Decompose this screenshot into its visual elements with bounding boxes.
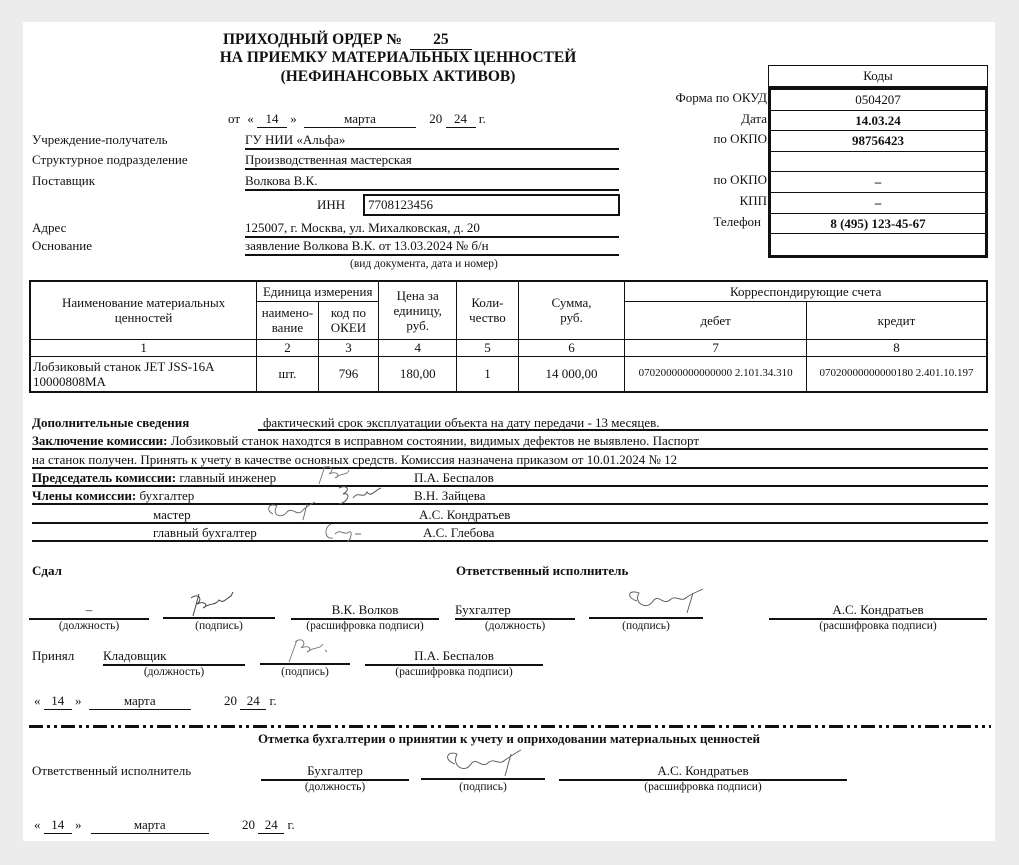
received-name: П.А. Беспалов <box>365 648 543 666</box>
date-prefix: от <box>228 111 241 126</box>
accounting-day: 14 <box>44 817 72 834</box>
conclusion-text-2: на станок получен. Принять к учету в качестве основных средств. Комиссия назначена приказом от 10.01.2024 № 12 <box>32 452 678 467</box>
accounting-position-hint: (должность) <box>304 781 366 793</box>
chair-line <box>32 470 988 487</box>
title-text: ПРИХОДНЫЙ ОРДЕР № <box>223 31 402 48</box>
code-okud: 0504207 <box>771 90 985 111</box>
column-numbers-row <box>30 339 987 356</box>
th-credit: кредит <box>806 301 987 339</box>
quote-open: « <box>247 111 254 126</box>
cell-credit: 07020000000000180 2.401.10.197 <box>806 356 987 392</box>
handover-year: 24 <box>240 693 266 710</box>
received-label: Принял <box>32 648 75 663</box>
members-label: Члены комиссии: <box>32 488 137 503</box>
member-2-name: А.С. Кондратьев <box>419 507 511 522</box>
date-suffix: г. <box>478 111 486 126</box>
label-kpp: КПП <box>739 192 767 208</box>
member-line-3 <box>32 525 988 542</box>
handover-century: 20 <box>224 693 237 708</box>
chair-position: главный инженер <box>179 470 277 485</box>
accounting-date <box>34 817 295 834</box>
member-line-1 <box>32 488 988 505</box>
chair-label: Председатель комиссии: <box>32 470 177 485</box>
responsible-position-hint: (должность) <box>484 620 546 632</box>
address-value: 125007, г. Москва, ул. Михалковская, д. 20 <box>245 220 619 238</box>
basis-label: Основание <box>32 238 93 253</box>
label-date: Дата <box>741 110 767 126</box>
th-qty: Коли-чество <box>457 281 519 339</box>
label-okud: Форма по ОКУД <box>675 90 767 105</box>
inn-value: 7708123456 <box>363 194 620 216</box>
col-num-1: 1 <box>30 339 257 356</box>
member-3-name: А.С. Глебова <box>423 525 495 540</box>
conclusion-label: Заключение комиссии: <box>32 433 168 448</box>
responsible-signature-hint: (подпись) <box>622 620 670 632</box>
table-row <box>30 356 987 392</box>
gave-signature-hint: (подпись) <box>195 620 243 632</box>
col-num-4: 4 <box>379 339 457 356</box>
header-row-1 <box>30 281 987 301</box>
division-label: Структурное подразделение <box>32 152 188 167</box>
responsible-name-hint: (расшифровка подписи) <box>819 620 937 632</box>
responsible-position: Бухгалтер <box>455 602 575 620</box>
quote-open: « <box>34 817 41 832</box>
extra-underline <box>258 415 988 431</box>
date-day: 14 <box>257 111 287 128</box>
extra-label: Дополнительные сведения <box>32 415 190 430</box>
division-value: Производственная мастерская <box>245 152 619 170</box>
col-num-3: 3 <box>318 339 379 356</box>
document-page <box>23 22 995 841</box>
conclusion-line-1 <box>32 433 988 450</box>
code-okpo-supplier: – <box>771 172 985 193</box>
accounting-suffix: г. <box>287 817 295 832</box>
received-position: Кладовщик <box>103 648 245 666</box>
quote-close: » <box>290 111 297 126</box>
col-num-5: 5 <box>457 339 519 356</box>
th-price: Цена за единицу, руб. <box>379 281 457 339</box>
gave-label: Сдал <box>32 563 62 578</box>
accounting-signature-line <box>421 763 545 780</box>
accounting-year: 24 <box>258 817 284 834</box>
cell-name: Лобзиковый станок JET JSS-16A 10000808MA <box>30 356 257 392</box>
th-accounts: Корреспондирующие счета <box>625 281 987 301</box>
code-empty-2 <box>771 234 985 255</box>
col-num-2: 2 <box>257 339 319 356</box>
date-month: марта <box>304 111 416 128</box>
member-1-position: бухгалтер <box>139 488 195 503</box>
codes-header: Коды <box>768 65 988 87</box>
quote-close: » <box>75 817 82 832</box>
accounting-title: Отметка бухгалтерии о принятии к учету и оприходовании материальных ценностей <box>257 731 761 746</box>
gave-position-hint: (должность) <box>58 620 120 632</box>
accounting-responsible-label: Ответственный исполнитель <box>32 763 192 778</box>
accounting-signature-hint: (подпись) <box>459 781 507 793</box>
label-phone: Телефон <box>713 213 761 229</box>
accounting-position: Бухгалтер <box>261 763 409 781</box>
received-signature-line <box>260 648 350 665</box>
cut-line <box>29 725 991 728</box>
gave-position: – <box>29 602 149 620</box>
th-unit-code: код по ОКЕИ <box>318 301 379 339</box>
conclusion-text-1: Лобзиковый станок находтся в исправном состоянии, видимых дефектов не выявлено. Паспорт <box>170 433 700 448</box>
handover-day: 14 <box>44 693 72 710</box>
codes-box <box>768 65 988 258</box>
col-num-6: 6 <box>518 339 625 356</box>
member-2-position: мастер <box>153 507 191 522</box>
member-1-name: В.Н. Зайцева <box>414 488 486 503</box>
col-num-8: 8 <box>806 339 987 356</box>
accounting-month: марта <box>91 817 209 834</box>
supplier-value: Волкова В.К. <box>245 173 619 191</box>
inn-label: ИНН <box>317 197 346 212</box>
code-phone: 8 (495) 123-45-67 <box>771 214 985 235</box>
cell-debit: 07020000000000000 2.101.34.310 <box>625 356 807 392</box>
code-date: 14.03.24 <box>771 111 985 132</box>
handover-month: марта <box>89 693 191 710</box>
gave-name-hint: (расшифровка подписи) <box>306 620 424 632</box>
cell-sum: 14 000,00 <box>518 356 625 392</box>
th-unit: Единица измерения <box>257 281 379 301</box>
chair-name: П.А. Беспалов <box>414 470 494 485</box>
conclusion-line-2 <box>32 452 988 469</box>
th-debit: дебет <box>625 301 807 339</box>
responsible-signature-line <box>589 602 703 619</box>
gave-name: В.К. Волков <box>291 602 439 620</box>
received-position-hint: (должность) <box>143 666 205 678</box>
items-table <box>29 280 988 393</box>
accounting-name-hint: (расшифровка подписи) <box>644 781 762 793</box>
title-line-2: НА ПРИЕМКУ МАТЕРИАЛЬНЫХ ЦЕННОСТЕЙ <box>219 49 577 66</box>
th-sum: Сумма, руб. <box>518 281 625 339</box>
quote-close: » <box>75 693 82 708</box>
received-signature-hint: (подпись) <box>281 666 329 678</box>
title-line-3: (НЕФИНАНСОВЫХ АКТИВОВ) <box>280 68 516 85</box>
extra-value: фактический срок эксплуатации объекта на дату передачи - 13 месяцев. <box>263 415 660 430</box>
th-name: Наименование материальных ценностей <box>30 281 257 339</box>
basis-value: заявление Волкова В.К. от 13.03.2024 № б/н <box>245 238 619 256</box>
handover-date <box>34 693 277 710</box>
date-century: 20 <box>429 111 443 126</box>
label-okpo: по ОКПО <box>713 131 767 147</box>
order-number: 25 <box>410 31 472 50</box>
cell-qty: 1 <box>457 356 519 392</box>
recipient-value: ГУ НИИ «Альфа» <box>245 132 619 150</box>
cell-unit-code: 796 <box>318 356 379 392</box>
address-label: Адрес <box>32 220 67 235</box>
code-kpp: – <box>771 193 985 214</box>
order-date <box>228 111 486 128</box>
code-empty <box>771 152 985 173</box>
supplier-label: Поставщик <box>32 173 96 188</box>
responsible-name: А.С. Кондратьев <box>769 602 987 620</box>
codes-values <box>768 87 988 258</box>
code-okpo: 98756423 <box>771 131 985 152</box>
gave-signature-line <box>163 602 275 619</box>
cell-price: 180,00 <box>379 356 457 392</box>
handover-suffix: г. <box>269 693 277 708</box>
cell-unit-name: шт. <box>257 356 319 392</box>
quote-open: « <box>34 693 41 708</box>
th-unit-name: наимено-вание <box>257 301 319 339</box>
accounting-name: А.С. Кондратьев <box>559 763 847 781</box>
responsible-label: Ответственный исполнитель <box>456 563 629 578</box>
received-name-hint: (расшифровка подписи) <box>395 666 513 678</box>
col-num-7: 7 <box>625 339 807 356</box>
member-3-position: главный бухгалтер <box>153 525 257 540</box>
recipient-label: Учреждение-получатель <box>32 132 168 147</box>
basis-hint: (вид документа, дата и номер) <box>350 258 498 270</box>
title-line-1 <box>223 31 523 50</box>
date-year: 24 <box>446 111 476 128</box>
label-okpo-2: по ОКПО <box>713 172 767 188</box>
member-line-2 <box>32 507 988 524</box>
accounting-century: 20 <box>242 817 255 832</box>
